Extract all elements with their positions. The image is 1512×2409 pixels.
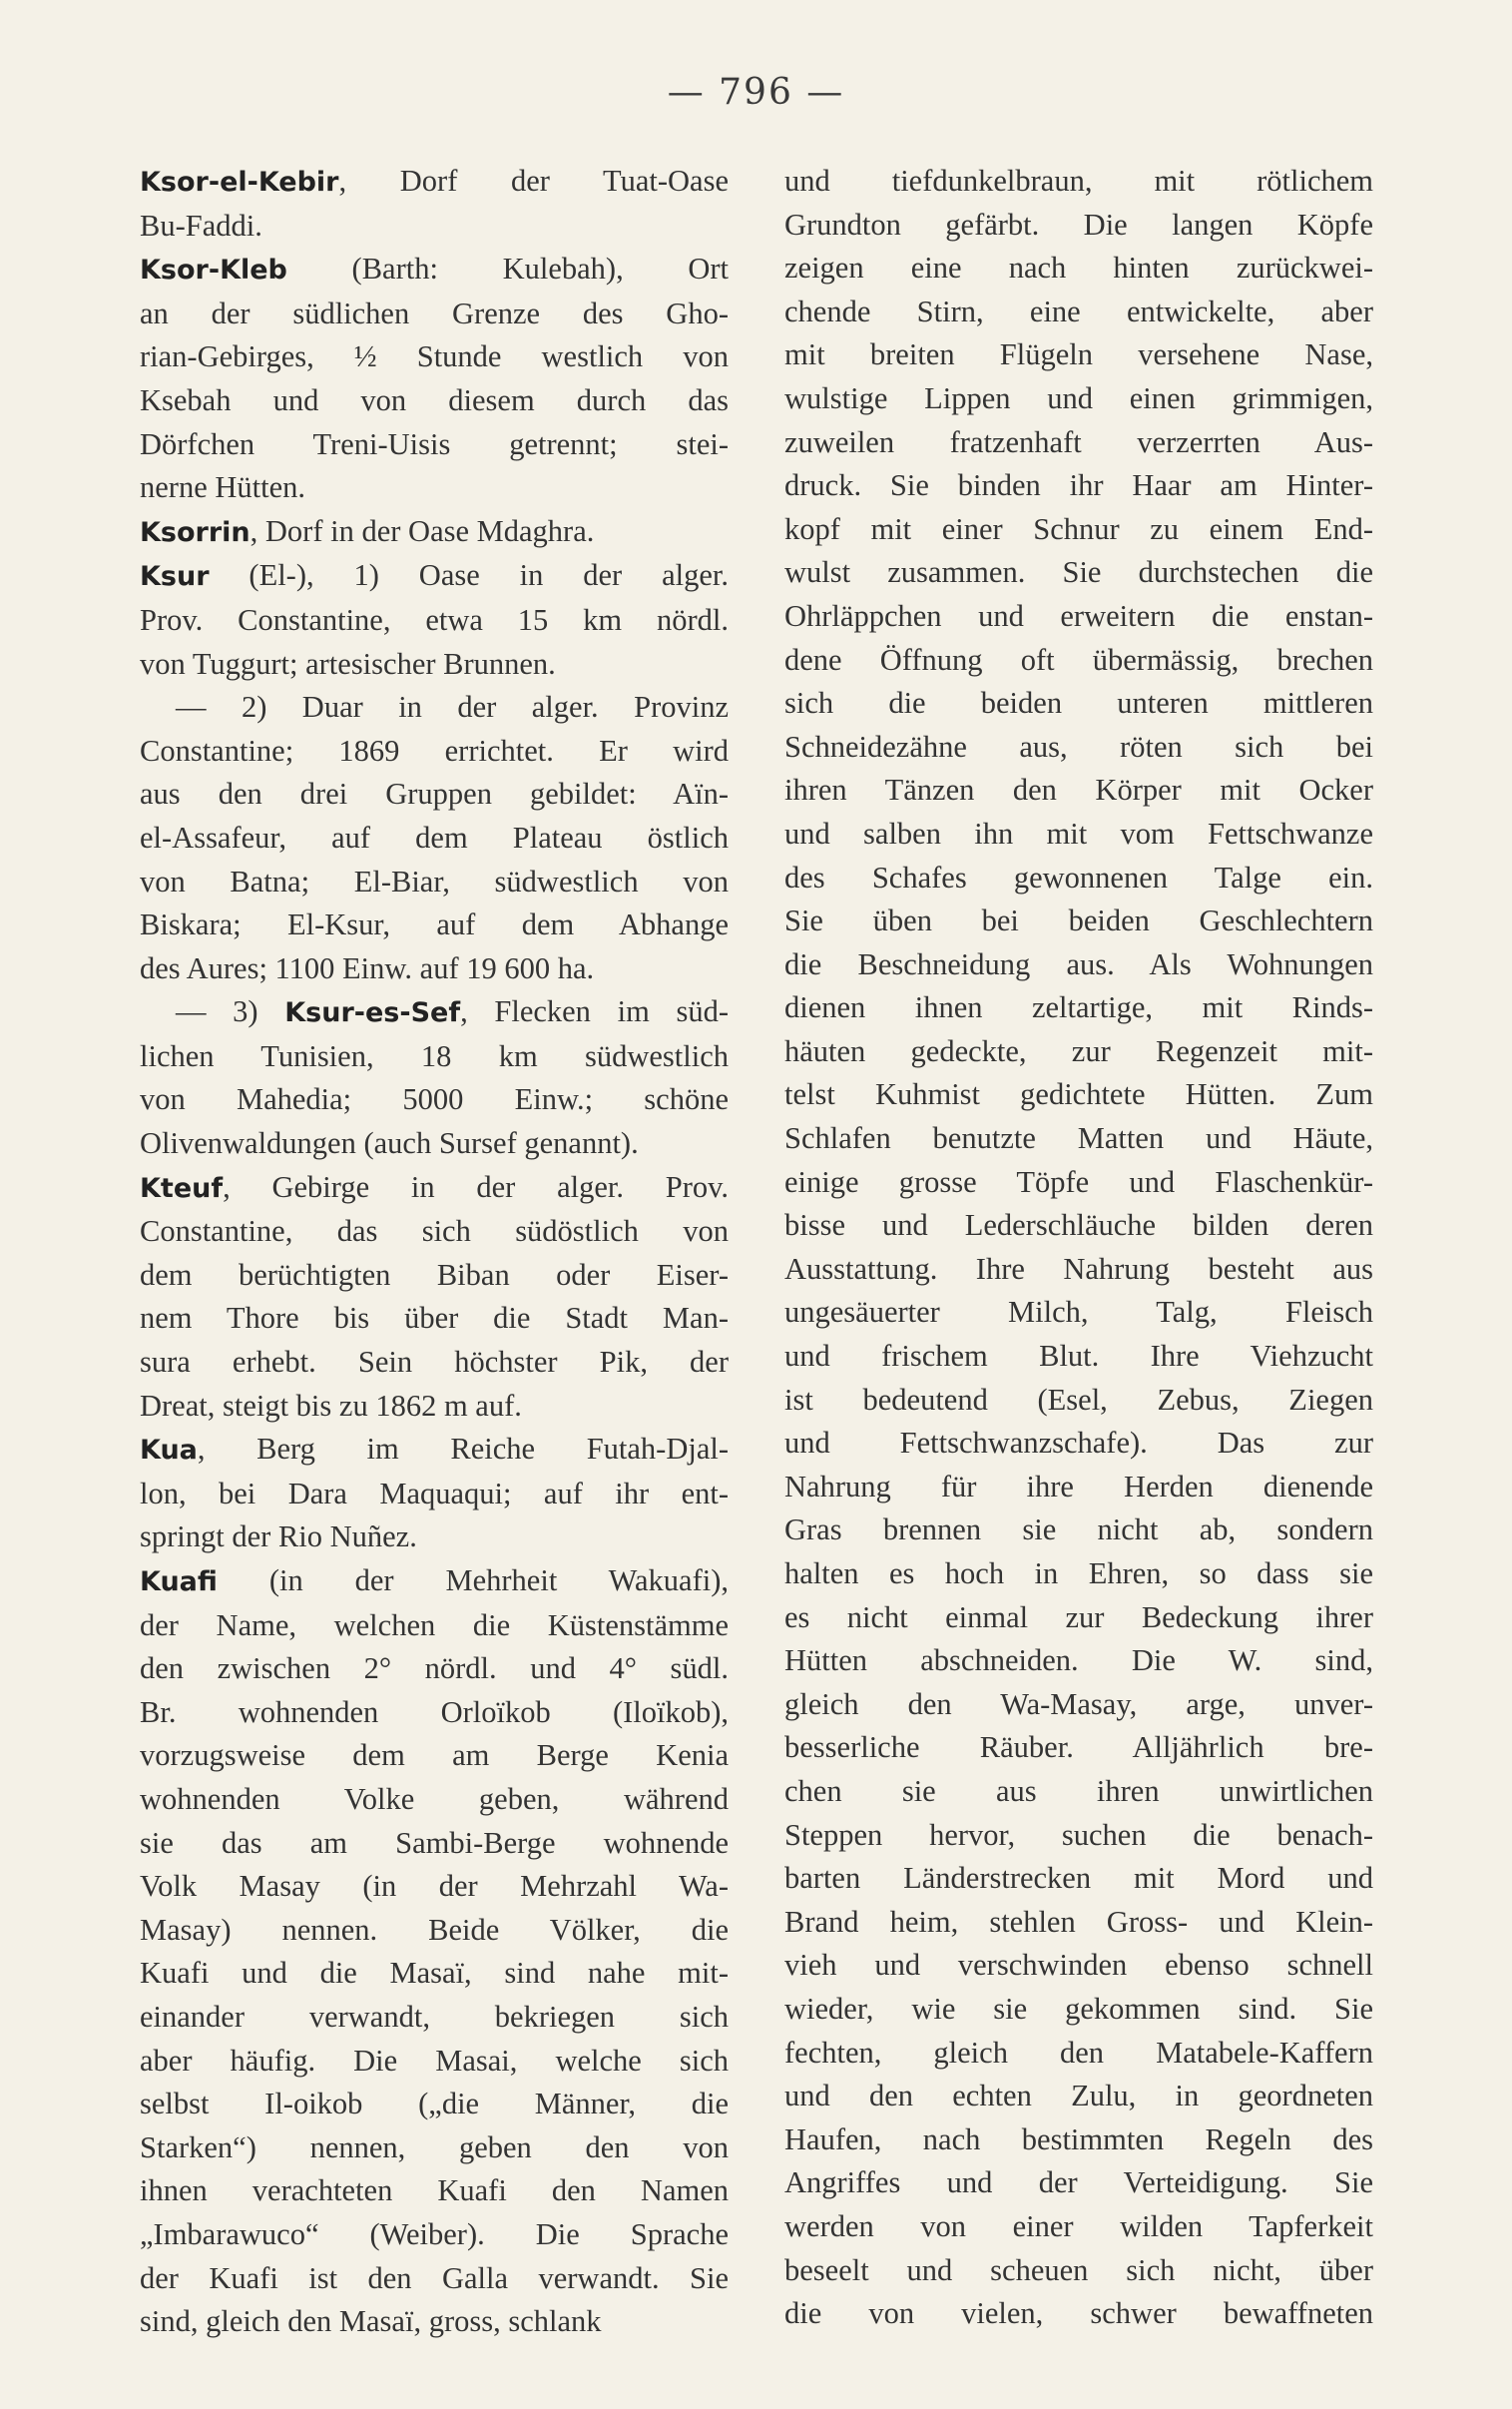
text-line: Steppen hervor, suchen die benach-	[784, 1817, 1373, 1852]
entry-headword: Ksor-el-Kebir	[140, 167, 339, 198]
entry-headword: Ksorrin	[140, 516, 251, 548]
entry-text: , Berg im Reiche Futah-Djal-	[197, 1432, 729, 1467]
text-line: Brand heim, stehlen Gross- und Klein-	[784, 1904, 1373, 1939]
entry-text: Br. wohnenden Orloïkob (Iloïkob),	[140, 1694, 729, 1729]
entry-line	[140, 1210, 729, 1254]
entry-text: einander verwandt, bekriegen sich	[140, 1999, 729, 2034]
text-line: gleich den Wa-Masay, arge, unver-	[784, 1686, 1373, 1721]
entry-headword: Ksur-es-Sef	[284, 997, 461, 1029]
text-line: und salben ihn mit vom Fettschwanze	[784, 816, 1373, 851]
text-line: mit breiten Flügeln versehene Nase,	[784, 337, 1373, 372]
entry-text: aber häufig. Die Masai, welche sich	[140, 2043, 729, 2078]
text-line: Hütten abschneiden. Die W. sind,	[784, 1643, 1373, 1678]
text-line: die von vielen, schwer bewaffneten	[784, 2296, 1373, 2331]
entry-text: Dreat, steigt bis zu 1862 m auf.	[140, 1388, 522, 1423]
entry-line	[140, 1691, 729, 1735]
text-line: ungesäuerter Milch, Talg, Fleisch	[784, 1295, 1373, 1330]
entry-text: , Gebirge in der alger. Prov.	[223, 1169, 729, 1204]
entry-text: Volk Masay (in der Mehrzahl Wa-	[140, 1869, 729, 1904]
entry-line	[140, 1559, 729, 1604]
text-line: dienen ihnen zeltartige, mit Rinds-	[784, 990, 1373, 1025]
text-line: besserliche Räuber. Alljährlich bre-	[784, 1730, 1373, 1765]
entry-line	[140, 248, 729, 293]
entry-line	[140, 1952, 729, 1996]
entry-line	[140, 730, 729, 774]
entry-line	[140, 510, 729, 555]
entry-line	[140, 1166, 729, 1211]
entry-text: nem Thore bis über die Stadt Man-	[140, 1301, 729, 1336]
text-line: und frischem Blut. Ihre Viehzucht	[784, 1339, 1373, 1374]
entry-line	[140, 335, 729, 379]
entry-text: Prov. Constantine, etwa 15 km nördl.	[140, 602, 729, 637]
text-line: Ausstattung. Ihre Nahrung besteht aus	[784, 1251, 1373, 1286]
text-line: dene Öffnung oft übermässig, brechen	[784, 642, 1373, 677]
entry-text: selbst Il-oikob („die Männer, die	[140, 2087, 729, 2121]
entry-text: Biskara; El-Ksur, auf dem Abhange	[140, 907, 729, 942]
entry-line	[140, 1865, 729, 1909]
text-line: Sie üben bei beiden Geschlechtern	[784, 903, 1373, 938]
entry-text: (Barth: Kulebah), Ort	[286, 252, 729, 287]
entry-headword: Ksor-Kleb	[140, 255, 287, 287]
entry-text: Olivenwaldungen (auch Sursef genannt).	[140, 1126, 639, 1161]
entry-text: , Flecken im süd-	[460, 994, 729, 1029]
text-line: Angriffes und der Verteidigung. Sie	[784, 2165, 1373, 2200]
entry-text: wohnenden Volke geben, während	[140, 1781, 729, 1816]
text-line: Gras brennen sie nicht ab, sondern	[784, 1512, 1373, 1547]
page-number: — 796 —	[667, 72, 845, 113]
entry-line	[140, 2126, 729, 2170]
entry-text: sie das am Sambi-Berge wohnende	[140, 1825, 729, 1860]
entry-line	[140, 2300, 729, 2344]
entry-line	[140, 293, 729, 336]
entry-headword: Kuafi	[140, 1566, 218, 1597]
text-line: beseelt und scheuen sich nicht, über	[784, 2252, 1373, 2287]
entry-text: der Name, welchen die Küstenstämme	[140, 1607, 729, 1642]
entry-text: — 2) Duar in der alger. Provinz	[176, 690, 729, 725]
entry-line	[140, 1778, 729, 1822]
entry-text: Kuafi und die Masaï, sind nahe mit-	[140, 1956, 729, 1991]
entry-line	[140, 1428, 729, 1473]
text-line: bisse und Lederschläuche bilden deren	[784, 1208, 1373, 1243]
entry-headword: Ksur	[140, 561, 210, 593]
entry-prefix: — 3)	[176, 994, 285, 1029]
entry-text: Starken“) nennen, geben den von	[140, 2129, 729, 2164]
text-line: zeigen eine nach hinten zurückwei-	[784, 251, 1373, 286]
text-line: ist bedeutend (Esel, Zebus, Ziegen	[784, 1382, 1373, 1417]
entry-line	[140, 599, 729, 643]
text-line: wulstige Lippen und einen grimmigen,	[784, 380, 1373, 415]
entry-line	[140, 1822, 729, 1866]
entry-line	[140, 379, 729, 423]
text-line: Grundton gefärbt. Die langen Köpfe	[784, 207, 1373, 242]
entry-text: Bu-Faddi.	[140, 208, 262, 243]
entry-text: den zwischen 2° nördl. und 4° südl.	[140, 1651, 729, 1686]
entry-text: dem berüchtigten Biban oder Eiser-	[140, 1257, 729, 1292]
text-line: ihren Tänzen den Körper mit Ocker	[784, 773, 1373, 808]
entry-line	[140, 2213, 729, 2257]
text-line: Schlafen benutzte Matten und Häute,	[784, 1121, 1373, 1156]
entry-line	[140, 990, 729, 1035]
entry-text: Ksebah und von diesem durch das	[140, 382, 729, 417]
text-line: druck. Sie binden ihr Haar am Hinter-	[784, 468, 1373, 503]
entry-text: des Aures; 1100 Einw. auf 19 600 ha.	[140, 950, 595, 985]
entry-line	[140, 773, 729, 817]
entry-text: Constantine, das sich südöstlich von	[140, 1214, 729, 1249]
entry-text: Constantine; 1869 errichtet. Er wird	[140, 733, 729, 768]
text-line: wieder, wie sie gekommen sind. Sie	[784, 1991, 1373, 2026]
entry-line	[140, 1996, 729, 2040]
entry-line	[140, 1078, 729, 1122]
text-line: kopf mit einer Schnur zu einem End-	[784, 511, 1373, 546]
entry-line	[140, 554, 729, 599]
entry-line	[140, 160, 729, 205]
entry-text: Masay) nennen. Beide Völker, die	[140, 1912, 729, 1947]
entry-text: von Tuggurt; artesischer Brunnen.	[140, 646, 556, 681]
text-line: chen sie aus ihren unwirtlichen	[784, 1773, 1373, 1808]
entry-line	[140, 1122, 729, 1166]
entry-text: sind, gleich den Masaï, gross, schlank	[140, 2304, 602, 2339]
entry-line	[140, 1515, 729, 1559]
text-line: es nicht einmal zur Bedeckung ihrer	[784, 1599, 1373, 1634]
entry-line	[140, 2083, 729, 2126]
entry-line	[140, 817, 729, 861]
entry-line	[140, 643, 729, 687]
text-line: Haufen, nach bestimmten Regeln des	[784, 2121, 1373, 2156]
entry-line	[140, 1341, 729, 1385]
entry-line	[140, 903, 729, 947]
text-line: und tiefdunkelbraun, mit rötlichem	[784, 164, 1373, 198]
text-line: einige grosse Töpfe und Flaschenkür-	[784, 1164, 1373, 1199]
entry-text: (El-), 1) Oase in der alger.	[209, 558, 729, 593]
entry-text: „Imbarawuco“ (Weiber). Die Sprache	[140, 2216, 729, 2251]
entry-text: springt der Rio Nuñez.	[140, 1519, 417, 1554]
text-line: wulst zusammen. Sie durchstechen die	[784, 555, 1373, 590]
entry-text: ihnen verachteten Kuafi den Namen	[140, 2173, 729, 2208]
text-line: barten Länderstrecken mit Mord und	[784, 1861, 1373, 1896]
entry-line	[140, 686, 729, 730]
entry-line	[140, 861, 729, 904]
text-line: sich die beiden unteren mittleren	[784, 686, 1373, 721]
text-line: zuweilen fratzenhaft verzerrten Aus-	[784, 424, 1373, 459]
entry-text: nerne Hütten.	[140, 470, 305, 505]
entry-line	[140, 1909, 729, 1953]
entry-text: rian-Gebirges, ½ Stunde westlich von	[140, 339, 729, 374]
entry-text: , Dorf in der Oase Mdaghra.	[250, 513, 595, 548]
entry-text: der Kuafi ist den Galla verwandt. Sie	[140, 2260, 729, 2295]
entry-line	[140, 466, 729, 510]
entry-text: sura erhebt. Sein höchster Pik, der	[140, 1345, 729, 1380]
entry-text: Dörfchen Treni-Uisis getrennt; stei-	[140, 426, 729, 461]
right-column	[784, 160, 1373, 2336]
text-line: häuten gedeckte, zur Regenzeit mit-	[784, 1033, 1373, 1068]
text-line: Schneidezähne aus, röten sich bei	[784, 729, 1373, 764]
entry-line	[140, 1604, 729, 1648]
text-line: Ohrläppchen und erweitern die enstan-	[784, 598, 1373, 633]
text-line: und den echten Zulu, in geordneten	[784, 2079, 1373, 2113]
entry-line	[140, 1254, 729, 1298]
text-line: und Fettschwanzschafe). Das zur	[784, 1426, 1373, 1461]
entry-line	[140, 205, 729, 249]
text-line: des Schafes gewonnenen Talge ein.	[784, 860, 1373, 895]
entry-text: aus den drei Gruppen gebildet: Aïn-	[140, 777, 729, 812]
entry-text: von Mahedia; 5000 Einw.; schöne	[140, 1082, 729, 1117]
entry-line	[140, 1473, 729, 1516]
entry-line	[140, 1297, 729, 1341]
entry-text: an der südlichen Grenze des Gho-	[140, 296, 729, 330]
entry-text: lon, bei Dara Maquaqui; auf ihr ent-	[140, 1476, 729, 1510]
entry-line	[140, 1035, 729, 1079]
entry-line	[140, 2040, 729, 2084]
entry-line	[140, 1734, 729, 1778]
entry-text: el-Assafeur, auf dem Plateau östlich	[140, 820, 729, 855]
entry-headword: Kua	[140, 1435, 198, 1467]
entry-text: (in der Mehrheit Wakuafi),	[217, 1563, 729, 1597]
entry-line	[140, 947, 729, 991]
entry-line	[140, 2257, 729, 2301]
entry-headword: Kteuf	[140, 1172, 224, 1204]
left-column	[140, 160, 729, 2344]
text-line: die Beschneidung aus. Als Wohnungen	[784, 946, 1373, 981]
entry-text: vorzugsweise dem am Berge Kenia	[140, 1738, 729, 1773]
entry-text: , Dorf der Tuat-Oase	[338, 164, 729, 198]
entry-line	[140, 1647, 729, 1691]
text-line: Nahrung für ihre Herden dienende	[784, 1469, 1373, 1504]
text-line: fechten, gleich den Matabele-Kaffern	[784, 2035, 1373, 2070]
text-line: vieh und verschwinden ebenso schnell	[784, 1948, 1373, 1983]
entry-line	[140, 423, 729, 467]
text-line: werden von einer wilden Tapferkeit	[784, 2208, 1373, 2243]
entry-text: von Batna; El-Biar, südwestlich von	[140, 864, 729, 899]
text-line: halten es hoch in Ehren, so dass sie	[784, 1556, 1373, 1590]
entry-line	[140, 2169, 729, 2213]
text-line: telst Kuhmist gedichtete Hütten. Zum	[784, 1077, 1373, 1112]
entry-text: lichen Tunisien, 18 km südwestlich	[140, 1038, 729, 1073]
text-line: chende Stirn, eine entwickelte, aber	[784, 294, 1373, 328]
entry-line	[140, 1385, 729, 1429]
